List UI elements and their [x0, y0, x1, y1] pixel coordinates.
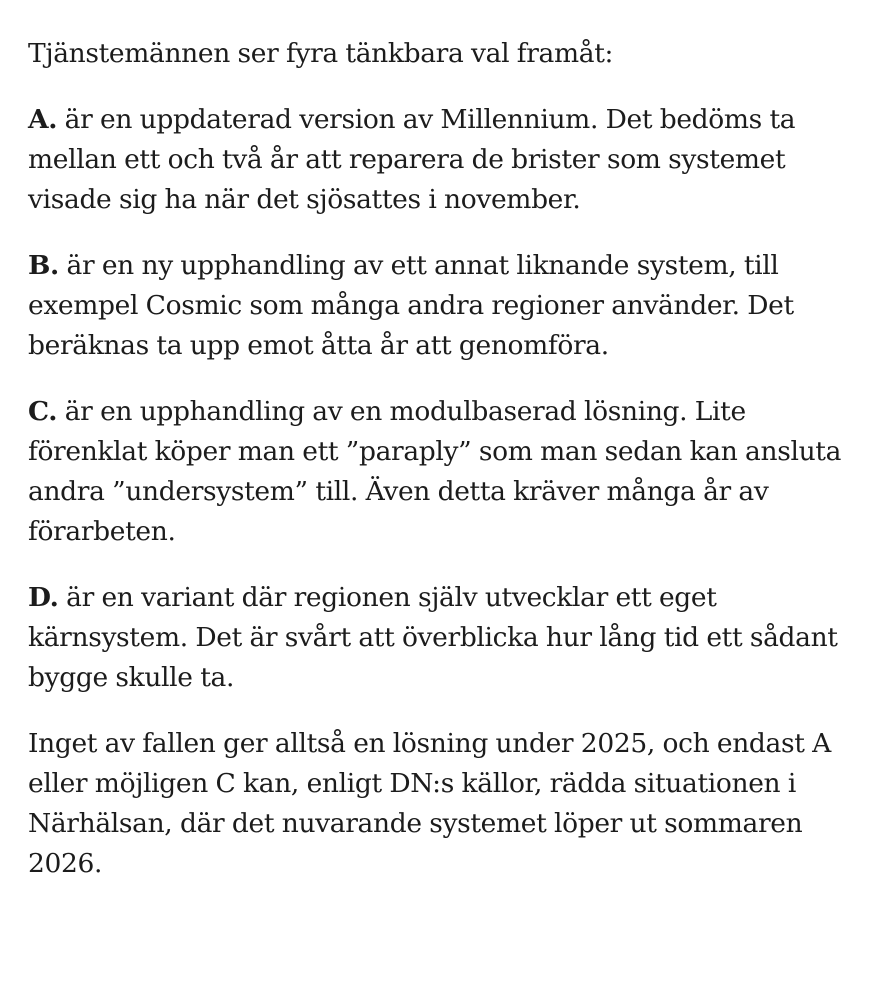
option-b-label: B.	[28, 250, 59, 281]
option-d-label: D.	[28, 582, 59, 613]
intro-paragraph: Tjänstemännen ser fyra tänkbara val framåt:	[28, 38, 614, 69]
option-b-text: är en ny upphandling av ett annat liknande system, till exempel Cosmic som många andra regioner använder. Det beräknas ta upp emot åtta år att genomföra.	[28, 250, 794, 361]
article-body	[28, 34, 858, 910]
option-a-paragraph	[28, 100, 858, 220]
option-c-text: är en upphandling av en modulbaserad lösning. Lite förenklat köper man ett ”paraply” som man sedan kan ansluta andra ”undersystem” till. Även detta kräver många år av förarbeten.	[28, 396, 842, 547]
option-c-paragraph	[28, 392, 858, 552]
option-d-paragraph	[28, 578, 858, 698]
option-c-label: C.	[28, 396, 58, 427]
option-a-label: A.	[28, 104, 58, 135]
option-a-text: är en uppdaterad version av Millennium. Det bedöms ta mellan ett och två år att reparera de brister som systemet visade sig ha när det sjösattes i november.	[28, 104, 796, 215]
option-b-paragraph	[28, 246, 858, 366]
option-d-text: är en variant där regionen själv utvecklar ett eget kärnsystem. Det är svårt att överblicka hur lång tid ett sådant bygge skulle ta.	[28, 582, 838, 693]
conclusion-paragraph: Inget av fallen ger alltså en lösning under 2025, och endast A eller möjligen C kan, enligt DN:s källor, rädda situationen i Närhälsan, där det nuvarande systemet löper ut sommaren 2026.	[28, 728, 831, 879]
